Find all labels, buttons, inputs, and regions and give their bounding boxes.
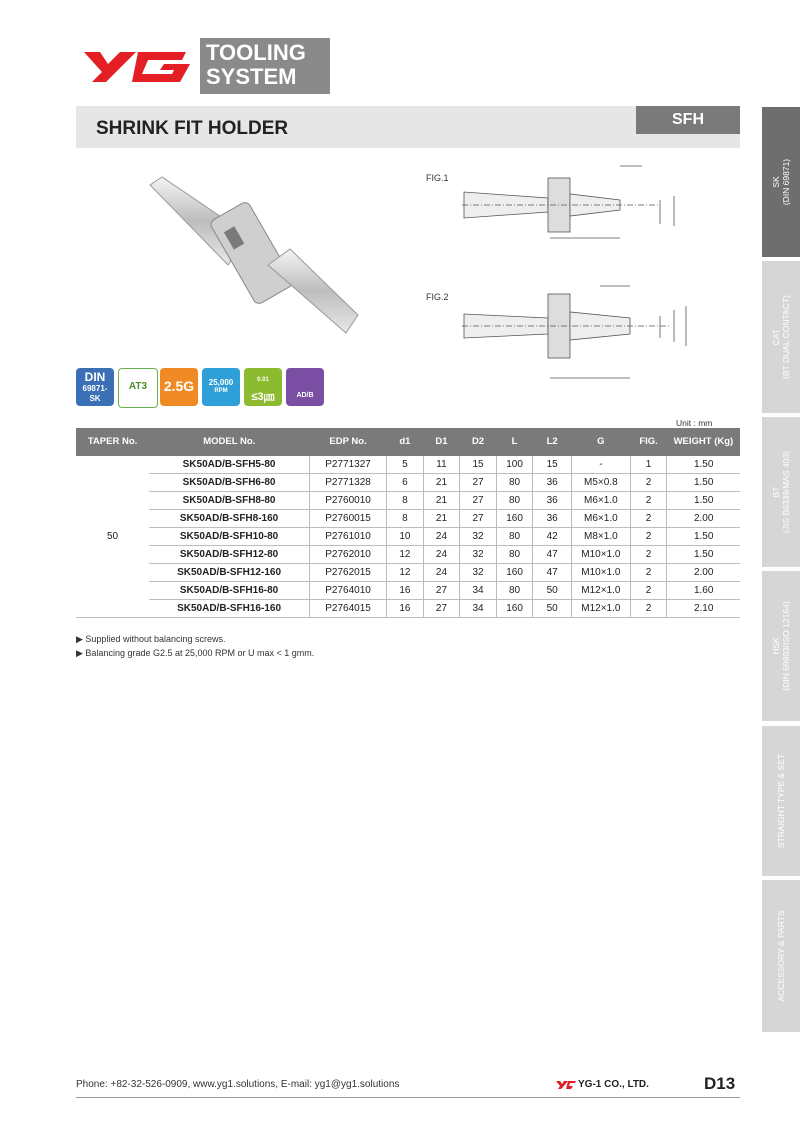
cell-edp: P2761010 [310, 528, 387, 546]
cell-d1: 8 [387, 492, 424, 510]
cell-d2: 27 [460, 474, 497, 492]
header-weight: WEIGHT (Kg) [667, 428, 740, 456]
side-tab-bt[interactable]: BT (JIS B6339/MAS 403) [762, 417, 800, 567]
fig1-label: FIG.1 [426, 173, 449, 183]
cell-l2: 42 [533, 528, 572, 546]
cell-l2: 36 [533, 474, 572, 492]
cell-weight: 2.00 [667, 564, 740, 582]
footer-brand: YG-1 CO., LTD. [578, 1079, 649, 1090]
cell-d1: 24 [423, 546, 460, 564]
footer-logo-icon [556, 1078, 576, 1090]
cell-fig: 2 [630, 564, 667, 582]
side-tab-accessory[interactable]: ACCESSORY & PARTS [762, 880, 800, 1032]
note-1: ▶ Supplied without balancing screws. [76, 634, 226, 644]
footer-divider [76, 1097, 740, 1098]
cell-d2: 27 [460, 510, 497, 528]
cell-l: 80 [496, 546, 533, 564]
section-title-bar [76, 106, 740, 148]
cell-edp: P2771328 [310, 474, 387, 492]
table-row [76, 510, 740, 528]
note-2: ▶ Balancing grade G2.5 at 25,000 RPM or U max < 1 gmm. [76, 648, 315, 658]
cell-taper: 50 [76, 456, 149, 618]
header-taper: TAPER No. [76, 428, 149, 456]
cell-model: SK50AD/B-SFH10-80 [149, 528, 309, 546]
table-row [76, 492, 740, 510]
product-table [76, 428, 740, 618]
cell-weight: 1.60 [667, 582, 740, 600]
cell-edp: P2762015 [310, 564, 387, 582]
cell-g: M12×1.0 [571, 582, 630, 600]
cell-d2: 15 [460, 456, 497, 474]
header-d1: d1 [387, 428, 424, 456]
page-number: D13 [704, 1074, 736, 1093]
cell-l2: 47 [533, 546, 572, 564]
cell-l2: 50 [533, 582, 572, 600]
cell-d1: 8 [387, 510, 424, 528]
brand-logo [76, 38, 330, 94]
cell-d2: 34 [460, 600, 497, 618]
cell-d1: 11 [423, 456, 460, 474]
table-row [76, 600, 740, 618]
cell-model: SK50AD/B-SFH8-160 [149, 510, 309, 528]
cell-fig: 2 [630, 546, 667, 564]
table-row [76, 474, 740, 492]
runout-icon: 0.01 ≤3㎛ [244, 368, 282, 406]
cell-weight: 1.50 [667, 492, 740, 510]
fig2-drawing [460, 280, 700, 384]
cell-model: SK50AD/B-SFH12-160 [149, 564, 309, 582]
din-standard-icon: DIN 69871- SK [76, 368, 114, 406]
cell-l2: 36 [533, 510, 572, 528]
table-row [76, 564, 740, 582]
product-code-badge: SFH [636, 106, 740, 134]
table-row [76, 456, 740, 474]
cell-edp: P2771327 [310, 456, 387, 474]
cell-l2: 15 [533, 456, 572, 474]
header-edp: EDP No. [310, 428, 387, 456]
cell-l2: 47 [533, 564, 572, 582]
header-L2: L2 [533, 428, 572, 456]
cell-d1: 21 [423, 510, 460, 528]
cell-d2: 32 [460, 546, 497, 564]
balance-grade-icon: 2.5G [160, 368, 198, 406]
coolant-icon: AD/B [286, 368, 324, 406]
cell-d1: 27 [423, 600, 460, 618]
cell-d1: 24 [423, 564, 460, 582]
cell-g: M8×1.0 [571, 528, 630, 546]
cell-d1: 24 [423, 528, 460, 546]
cell-d1: 12 [387, 546, 424, 564]
cell-edp: P2760010 [310, 492, 387, 510]
cell-d2: 32 [460, 564, 497, 582]
cell-l: 160 [496, 564, 533, 582]
product-photo [130, 165, 360, 355]
cell-d1: 16 [387, 600, 424, 618]
cell-weight: 1.50 [667, 546, 740, 564]
cell-weight: 2.10 [667, 600, 740, 618]
cell-weight: 1.50 [667, 456, 740, 474]
cell-model: SK50AD/B-SFH16-80 [149, 582, 309, 600]
cell-model: SK50AD/B-SFH16-160 [149, 600, 309, 618]
side-tab-cat[interactable]: CAT (BT DUAL CONTACT) [762, 261, 800, 413]
cell-weight: 1.50 [667, 474, 740, 492]
cell-d1: 5 [387, 456, 424, 474]
cell-model: SK50AD/B-SFH8-80 [149, 492, 309, 510]
cell-l: 160 [496, 600, 533, 618]
cell-d1: 16 [387, 582, 424, 600]
table-header-row [76, 428, 740, 456]
cell-weight: 2.00 [667, 510, 740, 528]
cell-l: 80 [496, 582, 533, 600]
at3-taper-icon: AT3 [118, 368, 158, 408]
yg-logo-mark [76, 38, 200, 94]
side-tab-straight[interactable]: STRAIGHT TYPE & SET [762, 726, 800, 876]
cell-g: M12×1.0 [571, 600, 630, 618]
page-title: SHRINK FIT HOLDER [96, 118, 289, 139]
cell-d1: 10 [387, 528, 424, 546]
cell-fig: 2 [630, 474, 667, 492]
cell-l: 80 [496, 492, 533, 510]
brand-line1: TOOLING [206, 40, 306, 65]
header-D1: D1 [423, 428, 460, 456]
side-tab-sk[interactable]: SK (DIN 69871) [762, 107, 800, 257]
cell-d1: 21 [423, 474, 460, 492]
cell-l: 80 [496, 528, 533, 546]
cell-edp: P2762010 [310, 546, 387, 564]
cell-fig: 2 [630, 510, 667, 528]
cell-d1: 6 [387, 474, 424, 492]
table-row [76, 546, 740, 564]
cell-d2: 27 [460, 492, 497, 510]
table-row [76, 582, 740, 600]
cell-l2: 50 [533, 600, 572, 618]
cell-model: SK50AD/B-SFH5-80 [149, 456, 309, 474]
brand-line2: SYSTEM [206, 64, 297, 89]
rpm-icon: 25,000 RPM [202, 368, 240, 406]
side-tab-hsk[interactable]: HSK (DIN 69893/ISO 12164) [762, 571, 800, 721]
cell-g: M5×0.8 [571, 474, 630, 492]
cell-g: M10×1.0 [571, 564, 630, 582]
cell-g: M6×1.0 [571, 492, 630, 510]
cell-d1: 21 [423, 492, 460, 510]
cell-g: M6×1.0 [571, 510, 630, 528]
cell-edp: P2764015 [310, 600, 387, 618]
cell-fig: 2 [630, 600, 667, 618]
footer-contact: Phone: +82-32-526-0909, www.yg1.solutions, E-mail: yg1@yg1.solutions [76, 1079, 400, 1090]
fig2-label: FIG.2 [426, 292, 449, 302]
cell-edp: P2760015 [310, 510, 387, 528]
unit-label: Unit : mm [676, 418, 713, 428]
header-G: G [571, 428, 630, 456]
cell-fig: 2 [630, 528, 667, 546]
cell-fig: 1 [630, 456, 667, 474]
cell-d2: 34 [460, 582, 497, 600]
cell-model: SK50AD/B-SFH6-80 [149, 474, 309, 492]
cell-d1: 27 [423, 582, 460, 600]
cell-weight: 1.50 [667, 528, 740, 546]
table-row [76, 528, 740, 546]
cell-g: M10×1.0 [571, 546, 630, 564]
cell-d2: 32 [460, 528, 497, 546]
header-D2: D2 [460, 428, 497, 456]
header-L: L [496, 428, 533, 456]
cell-model: SK50AD/B-SFH12-80 [149, 546, 309, 564]
cell-l: 100 [496, 456, 533, 474]
cell-l: 160 [496, 510, 533, 528]
cell-l: 80 [496, 474, 533, 492]
cell-g: - [571, 456, 630, 474]
cell-edp: P2764010 [310, 582, 387, 600]
cell-l2: 36 [533, 492, 572, 510]
header-fig: FIG. [630, 428, 667, 456]
brand-text [206, 41, 306, 89]
fig1-drawing [460, 160, 700, 242]
cell-d1: 12 [387, 564, 424, 582]
cell-fig: 2 [630, 492, 667, 510]
cell-fig: 2 [630, 582, 667, 600]
header-model: MODEL No. [149, 428, 309, 456]
